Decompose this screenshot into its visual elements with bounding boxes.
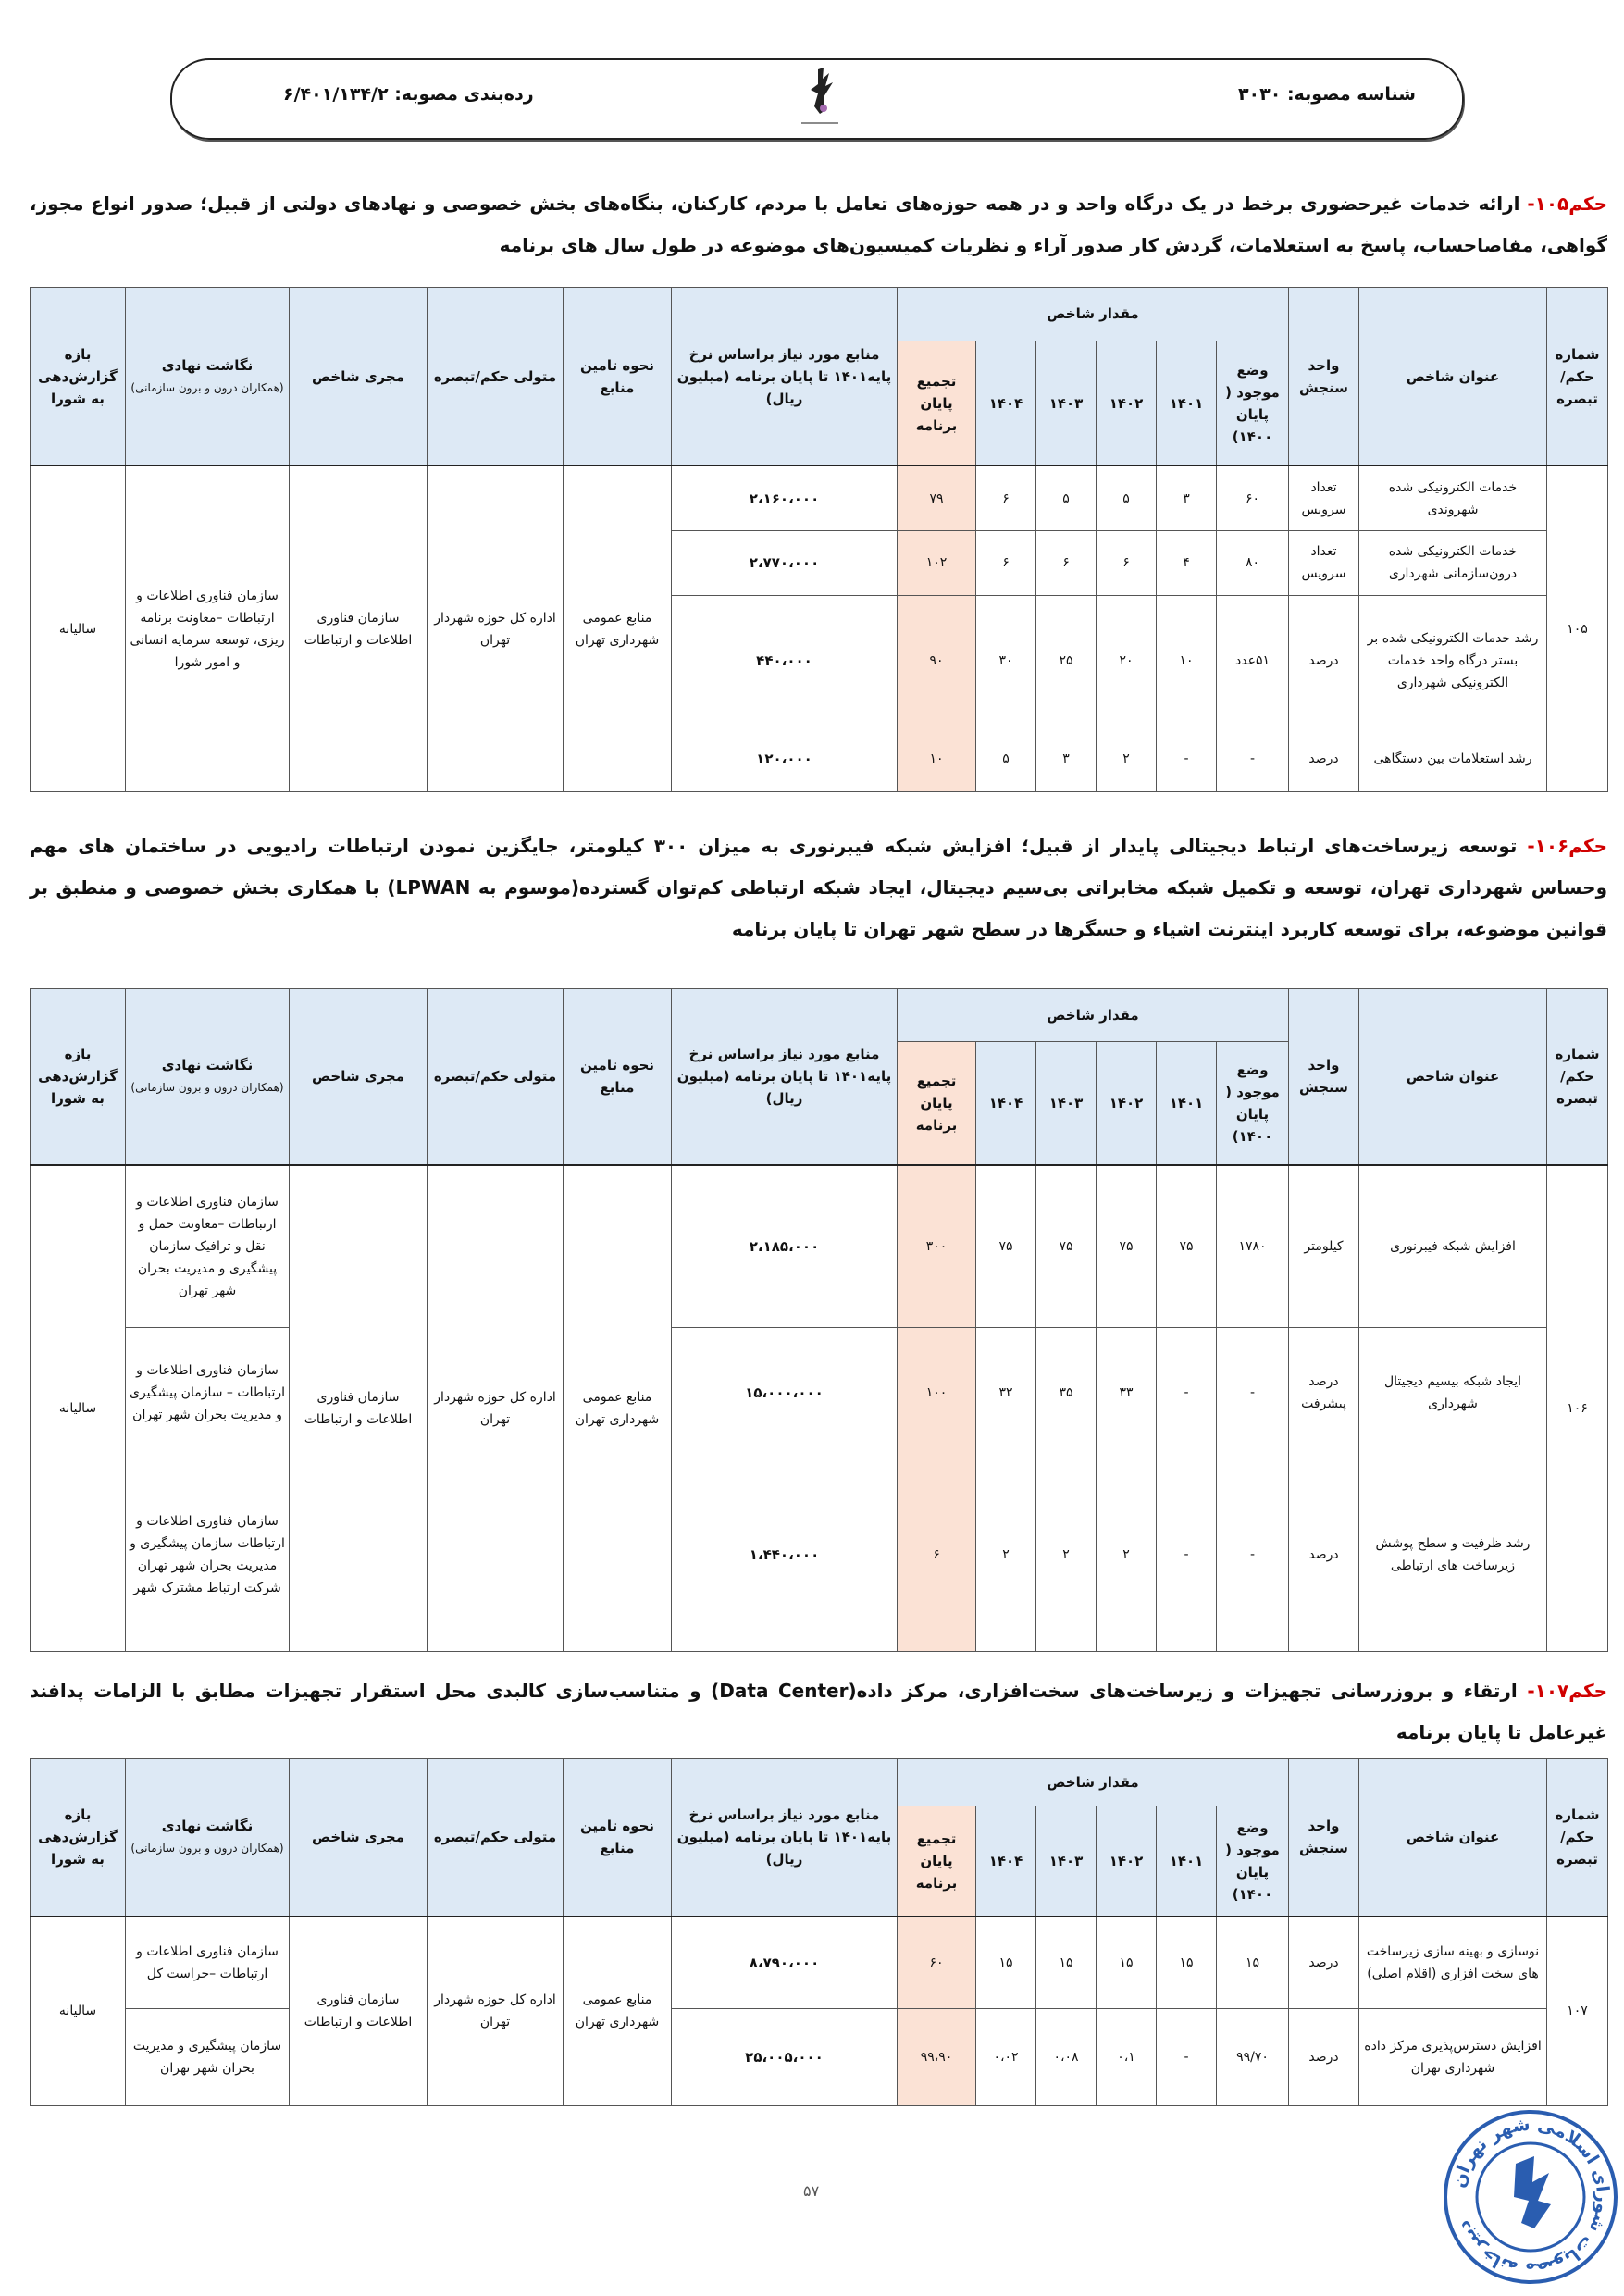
col-custodian: [428, 288, 564, 466]
col-ruling-number-label: شماره حکم/ تبصره: [1555, 1806, 1600, 1868]
col-reporting-period-label: بازه گزارش‌دهی به شورا: [38, 1046, 118, 1108]
baseline-cell: ۱۵: [1217, 1917, 1289, 2009]
col-reporting-period-label: بازه گزارش‌دهی به شورا: [38, 345, 118, 407]
executor-cell: سازمان فناوری اطلاعات و ارتباطات: [290, 1917, 428, 2106]
unit-cell: درصد: [1289, 1917, 1359, 2009]
indicator-title-cell: نوسازی و بهینه سازی زیرساخت های سخت افزاری (اقلام اصلی): [1359, 1917, 1547, 2009]
baseline-cell: ۱۷۸۰: [1217, 1165, 1289, 1328]
year-1403-cell: ۶: [1036, 530, 1097, 595]
col-ruling-number-label: شماره حکم/ تبصره: [1555, 1046, 1600, 1108]
ruling-number-label: حکم۱۰۷-: [1527, 1680, 1607, 1702]
col-indicator-title: [1359, 1759, 1547, 1917]
col-custodian-label: متولی حکم/تبصره: [433, 367, 557, 385]
col-indicator-value-label: مقدار شاخص: [1047, 305, 1139, 323]
col-year-1401: [1157, 1806, 1217, 1917]
col-baseline-label: وضع موجود ( پایان ۱۴۰۰): [1225, 361, 1280, 445]
col-indicator-value: [898, 288, 1289, 341]
ruling-number-cell: ۱۰۵: [1547, 465, 1608, 791]
col-institutional-mapping: [126, 989, 290, 1165]
col-reporting-period: [31, 989, 126, 1165]
col-reporting-period: [31, 1759, 126, 1917]
reporting-period-cell: سالیانه: [31, 465, 126, 791]
col-total: [898, 1806, 976, 1917]
year-1404-cell: ۰،۰۲: [976, 2009, 1036, 2106]
col-executor-label: مجری شاخص: [311, 1068, 405, 1086]
year-1404-cell: ۳۰: [976, 595, 1036, 726]
col-required-funds-label: منابع مورد نیاز براساس نرخ پایه۱۴۰۱ تا پایان برنامه (میلیون ریال): [676, 1046, 892, 1108]
table-row: [31, 465, 1608, 530]
year-1404-cell: ۱۵: [976, 1917, 1036, 2009]
indicator-title-cell: افزایش شبکه فیبرنوری: [1359, 1165, 1547, 1328]
table-row: [31, 1917, 1608, 2009]
indicator-title-cell: ایجاد شبکه بیسیم دیجیتال شهرداری: [1359, 1328, 1547, 1458]
col-institutional-mapping-label: نگاشت نهادی: [161, 1057, 254, 1074]
unit-cell: تعداد سرویس: [1289, 530, 1359, 595]
col-unit: [1289, 989, 1359, 1165]
col-required-funds: [672, 989, 898, 1165]
col-indicator-title: [1359, 989, 1547, 1165]
year-1402-cell: ۰،۱: [1097, 2009, 1157, 2106]
year-1403-cell: ۲۵: [1036, 595, 1097, 726]
required-funds-cell: ۱،۴۴۰،۰۰۰: [672, 1458, 898, 1652]
col-indicator-value: [898, 1759, 1289, 1806]
required-funds-cell: ۱۵،۰۰۰،۰۰۰: [672, 1328, 898, 1458]
col-year-1401: [1157, 341, 1217, 465]
year-1403-cell: ۱۵: [1036, 1917, 1097, 2009]
col-funding-method: [564, 989, 672, 1165]
unit-cell: درصد: [1289, 2009, 1359, 2106]
col-required-funds-label: منابع مورد نیاز براساس نرخ پایه۱۴۰۱ تا پایان برنامه (میلیون ریال): [676, 345, 892, 407]
required-funds-cell: ۲،۷۷۰،۰۰۰: [672, 530, 898, 595]
indicator-title-cell: خدمات الکترونیکی شده درون‌سازمانی شهرداری: [1359, 530, 1547, 595]
col-total: [898, 341, 976, 465]
custodian-cell: اداره کل حوزه شهردار تهران: [428, 1917, 564, 2106]
ruling-description: ارتقاء و بروزرسانی تجهیزات و زیرساخت‌های سخت‌افزاری، مرکز داده(Data Center) و متناسب‌سازی کالبدی محل استقرار تجهیزات مطابق با الزامات پدافند غیرعامل تا پایان برنامه: [30, 1680, 1607, 1744]
col-institutional-mapping: [126, 288, 290, 466]
ruling-number-label: حکم۱۰۶-: [1527, 835, 1607, 857]
col-institutional-mapping-sub: (همکاران درون و برون سازمانی): [130, 380, 284, 394]
total-cell: ۱۰۰: [898, 1328, 976, 1458]
col-ruling-number: [1547, 989, 1608, 1165]
col-year-1404: [976, 341, 1036, 465]
col-year-1401-label: ۱۴۰۱: [1169, 394, 1204, 412]
unit-cell: درصد: [1289, 1458, 1359, 1652]
baseline-cell: ۹۹/۷۰: [1217, 2009, 1289, 2106]
institutional-mapping-cell: سازمان فناوری اطلاعات و ارتباطات –معاونت حمل و نقل و ترافیک سازمان پیشگیری و مدیریت بحران شهر تهران: [126, 1165, 290, 1328]
col-year-1403-label: ۱۴۰۳: [1048, 1094, 1084, 1111]
required-funds-cell: ۲۵،۰۰۵،۰۰۰: [672, 2009, 898, 2106]
col-year-1404-label: ۱۴۰۴: [988, 394, 1023, 412]
required-funds-cell: ۲،۱۶۰،۰۰۰: [672, 465, 898, 530]
year-1404-cell: ۶: [976, 530, 1036, 595]
col-indicator-title-label: عنوان شاخص: [1406, 367, 1500, 385]
col-total-label: تجمیع پایان برنامه: [915, 372, 958, 434]
unit-cell: کیلومتر: [1289, 1165, 1359, 1328]
custodian-cell: اداره کل حوزه شهردار تهران: [428, 465, 564, 791]
col-funding-method: [564, 288, 672, 466]
col-funding-method-label: نحوه تامین منابع: [579, 1818, 655, 1857]
total-cell: ۷۹: [898, 465, 976, 530]
year-1401-cell: -: [1157, 1458, 1217, 1652]
required-funds-cell: ۸،۷۹۰،۰۰۰: [672, 1917, 898, 2009]
col-year-1402-label: ۱۴۰۲: [1109, 394, 1144, 412]
total-cell: ۹۹،۹۰: [898, 2009, 976, 2106]
institutional-mapping-cell: سازمان فناوری اطلاعات و ارتباطات – سازمان پیشگیری و مدیریت بحران شهر تهران: [126, 1328, 290, 1458]
table-row: [31, 1328, 1608, 1458]
col-institutional-mapping-label: نگاشت نهادی: [161, 1818, 254, 1835]
year-1401-cell: ۱۰: [1157, 595, 1217, 726]
section-۱۰۵-heading: [30, 183, 1607, 267]
total-cell: ۱۰۲: [898, 530, 976, 595]
funding-method-cell: منابع عمومی شهرداری تهران: [564, 465, 672, 791]
institutional-mapping-cell: سازمان فناوری اطلاعات و ارتباطات سازمان پیشگیری و مدیریت بحران شهر تهران شرکت ارتباط مشترک شهر: [126, 1458, 290, 1652]
header-row: [31, 1759, 1608, 1806]
col-executor: [290, 1759, 428, 1917]
year-1402-cell: ۷۵: [1097, 1165, 1157, 1328]
col-institutional-mapping-label: نگاشت نهادی: [161, 356, 254, 374]
col-year-1402-label: ۱۴۰۲: [1109, 1094, 1144, 1111]
col-funding-method-label: نحوه تامین منابع: [579, 356, 655, 396]
year-1403-cell: ۵: [1036, 465, 1097, 530]
ruling-number-cell: ۱۰۶: [1547, 1165, 1608, 1652]
col-custodian: [428, 989, 564, 1165]
col-executor: [290, 288, 428, 466]
table-row: [31, 2009, 1608, 2106]
document-header: [170, 58, 1464, 140]
custodian-cell: اداره کل حوزه شهردار تهران: [428, 1165, 564, 1652]
year-1403-cell: ۳۵: [1036, 1328, 1097, 1458]
year-1403-cell: ۷۵: [1036, 1165, 1097, 1328]
col-baseline-label: وضع موجود ( پایان ۱۴۰۰): [1225, 1818, 1280, 1903]
funding-method-cell: منابع عمومی شهرداری تهران: [564, 1917, 672, 2106]
baseline-cell: -: [1217, 1458, 1289, 1652]
col-indicator-value: [898, 989, 1289, 1042]
unit-cell: درصد پیشرفت: [1289, 1328, 1359, 1458]
total-cell: ۹۰: [898, 595, 976, 726]
col-indicator-value-label: مقدار شاخص: [1047, 1774, 1139, 1791]
year-1402-cell: ۳۳: [1097, 1328, 1157, 1458]
total-cell: ۶۰: [898, 1917, 976, 2009]
col-reporting-period-label: بازه گزارش‌دهی به شورا: [38, 1806, 118, 1868]
col-institutional-mapping-sub: (همکاران درون و برون سازمانی): [130, 1842, 284, 1855]
col-year-1403-label: ۱۴۰۳: [1048, 394, 1084, 412]
reporting-period-cell: سالیانه: [31, 1917, 126, 2106]
year-1402-cell: ۲۰: [1097, 595, 1157, 726]
col-institutional-mapping-sub: (همکاران درون و برون سازمانی): [130, 1081, 284, 1095]
section-۱۰۵-table: [30, 287, 1608, 792]
approval-classification: رده‌بندی مصوبه: ۶/۴۰۱/۱۳۴/۲: [283, 84, 534, 105]
council-stamp-icon: [1442, 2108, 1619, 2286]
col-unit-label: واحد سنجش: [1299, 1818, 1348, 1857]
col-ruling-number-label: شماره حکم/ تبصره: [1555, 345, 1600, 407]
col-indicator-title-label: عنوان شاخص: [1406, 1829, 1500, 1846]
col-unit: [1289, 288, 1359, 466]
col-reporting-period: [31, 288, 126, 466]
year-1404-cell: ۷۵: [976, 1165, 1036, 1328]
indicator-title-cell: رشد خدمات الکترونیکی شده بر بستر درگاه واحد خدمات الکترونیکی شهرداری: [1359, 595, 1547, 726]
col-year-1404-label: ۱۴۰۴: [988, 1094, 1023, 1111]
col-year-1404: [976, 1042, 1036, 1165]
unit-cell: تعداد سرویس: [1289, 465, 1359, 530]
year-1401-cell: ۷۵: [1157, 1165, 1217, 1328]
total-cell: ۶: [898, 1458, 976, 1652]
header-row: [31, 288, 1608, 341]
year-1403-cell: ۰،۰۸: [1036, 2009, 1097, 2106]
stamp-text: دبیرخانه مصوبات شورای اسلامی شهر تهران: [1448, 2114, 1614, 2280]
ruling-description: ارائه خدمات غیرحضوری برخط در یک درگاه واحد و در همه حوزه‌های تعامل با مردم، کارکنان، بنگاه‌های بخش خصوصی و نهادهای دولتی از قبیل؛ صدور انواع مجوز، گواهی، مفاصاحساب، پاسخ به استعلامات، گردش کار صدور آراء و نظریات کمیسیون‌های موضوعه در طول سال های برنامه: [30, 192, 1607, 256]
col-funding-method-label: نحوه تامین منابع: [579, 1057, 655, 1097]
col-year-1401-label: ۱۴۰۱: [1169, 1094, 1204, 1111]
total-cell: ۱۰: [898, 726, 976, 791]
year-1401-cell: ۴: [1157, 530, 1217, 595]
col-unit: [1289, 1759, 1359, 1917]
total-cell: ۳۰۰: [898, 1165, 976, 1328]
col-baseline: [1217, 341, 1289, 465]
executor-cell: سازمان فناوری اطلاعات و ارتباطات: [290, 1165, 428, 1652]
indicator-title-cell: رشد ظرفیت و سطح پوشش زیرساخت های ارتباطی: [1359, 1458, 1547, 1652]
col-year-1402: [1097, 1806, 1157, 1917]
col-required-funds-label: منابع مورد نیاز براساس نرخ پایه۱۴۰۱ تا پایان برنامه (میلیون ریال): [676, 1806, 892, 1868]
required-funds-cell: ۲،۱۸۵،۰۰۰: [672, 1165, 898, 1328]
indicator-title-cell: افزایش دسترس‌پذیری مرکز داده شهرداری تهران: [1359, 2009, 1547, 2106]
col-baseline-label: وضع موجود ( پایان ۱۴۰۰): [1225, 1061, 1280, 1145]
col-custodian-label: متولی حکم/تبصره: [433, 1829, 557, 1846]
col-executor: [290, 989, 428, 1165]
col-indicator-value-label: مقدار شاخص: [1047, 1007, 1139, 1024]
col-year-1403: [1036, 341, 1097, 465]
col-year-1402: [1097, 341, 1157, 465]
col-unit-label: واحد سنجش: [1299, 356, 1348, 396]
year-1404-cell: ۲: [976, 1458, 1036, 1652]
col-custodian-label: متولی حکم/تبصره: [433, 1068, 557, 1086]
col-year-1403-label: ۱۴۰۳: [1048, 1852, 1084, 1869]
col-funding-method: [564, 1759, 672, 1917]
year-1402-cell: ۲: [1097, 726, 1157, 791]
col-year-1401-label: ۱۴۰۱: [1169, 1852, 1204, 1869]
header-row: [31, 989, 1608, 1042]
year-1401-cell: -: [1157, 726, 1217, 791]
col-custodian: [428, 1759, 564, 1917]
unit-cell: درصد: [1289, 726, 1359, 791]
required-funds-cell: ۱۲۰،۰۰۰: [672, 726, 898, 791]
year-1402-cell: ۶: [1097, 530, 1157, 595]
col-required-funds: [672, 1759, 898, 1917]
col-baseline: [1217, 1042, 1289, 1165]
col-executor-label: مجری شاخص: [311, 367, 405, 385]
year-1401-cell: -: [1157, 1328, 1217, 1458]
col-year-1402: [1097, 1042, 1157, 1165]
baseline-cell: -: [1217, 726, 1289, 791]
required-funds-cell: ۴۴۰،۰۰۰: [672, 595, 898, 726]
year-1403-cell: ۲: [1036, 1458, 1097, 1652]
section-۱۰۶-heading: [30, 825, 1607, 950]
institutional-mapping-cell: سازمان فناوری اطلاعات و ارتباطات –حراست کل: [126, 1917, 290, 2009]
col-total: [898, 1042, 976, 1165]
indicator-title-cell: خدمات الکترونیکی شده شهروندی: [1359, 465, 1547, 530]
year-1404-cell: ۵: [976, 726, 1036, 791]
year-1402-cell: ۲: [1097, 1458, 1157, 1652]
col-year-1403: [1036, 1042, 1097, 1165]
col-indicator-title-label: عنوان شاخص: [1406, 1068, 1500, 1086]
year-1401-cell: ۱۵: [1157, 1917, 1217, 2009]
col-year-1403: [1036, 1806, 1097, 1917]
ruling-number-cell: ۱۰۷: [1547, 1917, 1608, 2106]
council-logo-icon: [792, 66, 848, 132]
col-year-1404-label: ۱۴۰۴: [988, 1852, 1023, 1869]
ruling-description: توسعه زیرساخت‌های ارتباط دیجیتالی پایدار از قبیل؛ افزایش شبکه فیبرنوری به میزان ۳۰۰ کیلومتر، جایگزین نمودن ارتباطات رادیویی در ساختمان های مهم وحساس شهرداری تهران، توسعه و تکمیل شبکه مخابراتی بی‌سیم دیجیتال، ایجاد شبکه ارتباطی کم‌توان گسترده(موسوم به LPWAN) با همکاری بخش خصوصی و منطبق بر قوانین موضوعه، برای توسعه کاربرد اینترنت اشیاء و حسگرها در سطح شهر تهران تا پایان برنامه: [30, 835, 1607, 940]
col-total-label: تجمیع پایان برنامه: [915, 1072, 958, 1134]
table-row: [31, 1458, 1608, 1652]
baseline-cell: ۶۰: [1217, 465, 1289, 530]
col-ruling-number: [1547, 288, 1608, 466]
col-executor-label: مجری شاخص: [311, 1829, 405, 1846]
col-year-1401: [1157, 1042, 1217, 1165]
year-1401-cell: ۳: [1157, 465, 1217, 530]
col-total-label: تجمیع پایان برنامه: [915, 1830, 958, 1892]
col-baseline: [1217, 1806, 1289, 1917]
col-unit-label: واحد سنجش: [1299, 1057, 1348, 1097]
col-year-1402-label: ۱۴۰۲: [1109, 1852, 1144, 1869]
section-۱۰۶-table: [30, 988, 1608, 1652]
section-۱۰۷-heading: [30, 1670, 1607, 1754]
unit-cell: درصد: [1289, 595, 1359, 726]
col-required-funds: [672, 288, 898, 466]
col-ruling-number: [1547, 1759, 1608, 1917]
col-indicator-title: [1359, 288, 1547, 466]
baseline-cell: ۵۱عدد: [1217, 595, 1289, 726]
indicator-title-cell: رشد استعلامات بین دستگاهی: [1359, 726, 1547, 791]
year-1404-cell: ۶: [976, 465, 1036, 530]
ruling-number-label: حکم۱۰۵-: [1527, 192, 1607, 215]
year-1401-cell: -: [1157, 2009, 1217, 2106]
year-1403-cell: ۳: [1036, 726, 1097, 791]
baseline-cell: -: [1217, 1328, 1289, 1458]
approval-id: شناسه مصوبه: ۳۰۳۰: [1237, 84, 1416, 105]
baseline-cell: ۸۰: [1217, 530, 1289, 595]
executor-cell: سازمان فناوری اطلاعات و ارتباطات: [290, 465, 428, 791]
institutional-mapping-cell: سازمان فناوری اطلاعات و ارتباطات –معاونت برنامه ریزی، توسعه سرمایه انسانی و امور شورا: [126, 465, 290, 791]
year-1404-cell: ۳۲: [976, 1328, 1036, 1458]
col-year-1404: [976, 1806, 1036, 1917]
institutional-mapping-cell: سازمان پیشگیری و مدیریت بحران شهر تهران: [126, 2009, 290, 2106]
page-number: ۵۷: [803, 2182, 820, 2200]
section-۱۰۷-table: [30, 1758, 1608, 2106]
funding-method-cell: منابع عمومی شهرداری تهران: [564, 1165, 672, 1652]
reporting-period-cell: سالیانه: [31, 1165, 126, 1652]
year-1402-cell: ۵: [1097, 465, 1157, 530]
col-institutional-mapping: [126, 1759, 290, 1917]
year-1402-cell: ۱۵: [1097, 1917, 1157, 2009]
table-row: [31, 1165, 1608, 1328]
